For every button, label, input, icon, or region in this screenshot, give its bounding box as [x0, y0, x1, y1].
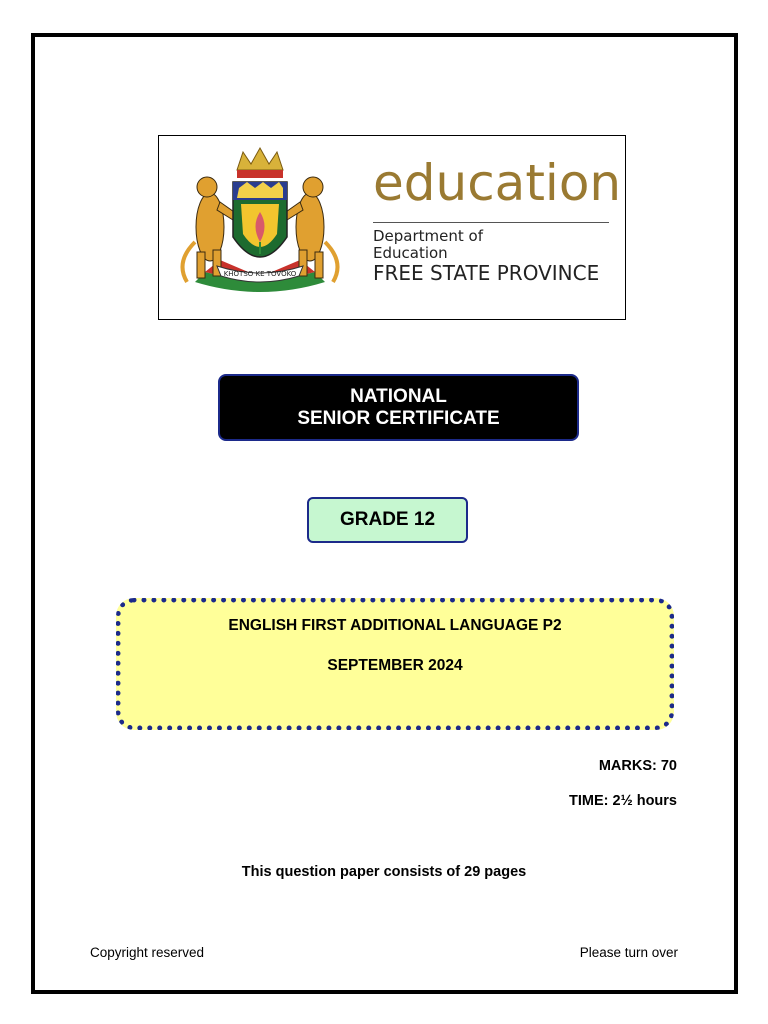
certificate-line-2: SENIOR CERTIFICATE	[297, 407, 500, 429]
exam-session: SEPTEMBER 2024	[327, 657, 463, 674]
marks-total: MARKS: 70	[598, 758, 677, 774]
education-wordmark: education	[373, 154, 622, 212]
certificate-banner	[218, 374, 579, 441]
subject-panel	[116, 598, 674, 730]
subject-title: ENGLISH FIRST ADDITIONAL LANGUAGE P2	[228, 617, 562, 634]
turn-over-notice: Please turn over	[579, 945, 678, 960]
copyright-notice: Copyright reserved	[90, 945, 205, 960]
page-count-note: This question paper consists of 29 pages	[241, 864, 527, 880]
time-allowed: TIME: 2½ hours	[569, 793, 677, 809]
grade-badge: GRADE 12	[307, 497, 468, 543]
coat-of-arms-icon	[165, 142, 355, 312]
province-name: FREE STATE PROVINCE	[373, 261, 600, 285]
education-line: Education	[373, 244, 448, 262]
department-line: Department of	[373, 227, 483, 245]
department-logo-panel	[158, 135, 626, 320]
certificate-line-1: NATIONAL	[350, 385, 447, 407]
wordmark-divider	[373, 222, 609, 223]
svg-text:KHOTSO KE TOVOKO: KHOTSO KE TOVOKO	[223, 270, 297, 278]
